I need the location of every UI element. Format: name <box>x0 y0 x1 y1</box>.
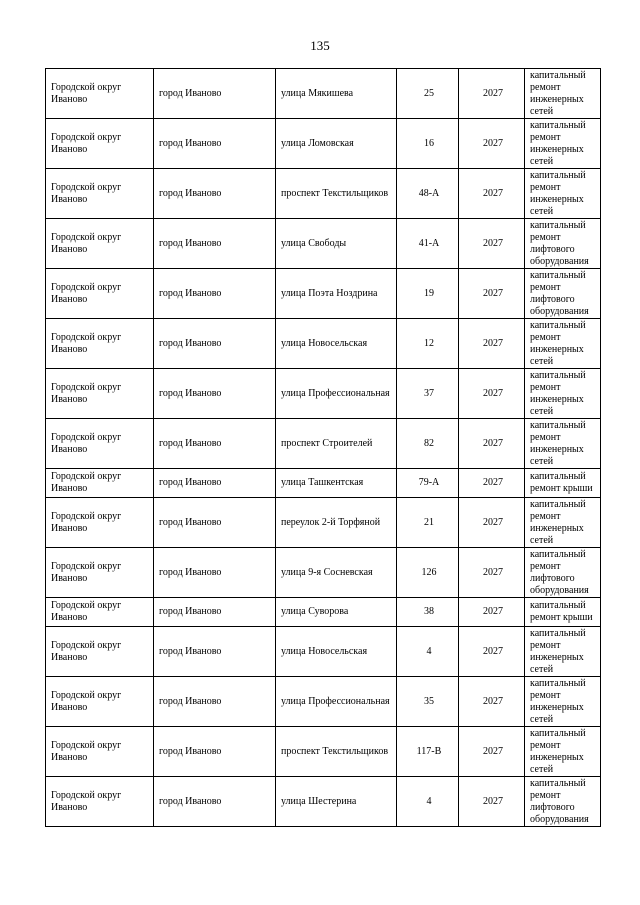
cell-work-type: капитальный ремонт инженерных сетей <box>525 369 601 419</box>
table-row <box>46 69 601 119</box>
cell-work-type: капитальный ремонт инженерных сетей <box>525 727 601 777</box>
cell-year: 2027 <box>459 119 525 169</box>
cell-settlement: город Иваново <box>154 727 276 777</box>
cell-settlement: город Иваново <box>154 498 276 548</box>
cell-year: 2027 <box>459 498 525 548</box>
cell-work-type: капитальный ремонт крыши <box>525 469 601 498</box>
cell-house-number: 82 <box>397 419 459 469</box>
table-row <box>46 219 601 269</box>
cell-settlement: город Иваново <box>154 269 276 319</box>
cell-municipal-district: Городской округ Иваново <box>46 598 154 627</box>
cell-year: 2027 <box>459 469 525 498</box>
cell-municipal-district: Городской округ Иваново <box>46 269 154 319</box>
cell-work-type: капитальный ремонт инженерных сетей <box>525 419 601 469</box>
cell-settlement: город Иваново <box>154 677 276 727</box>
cell-work-type: капитальный ремонт лифтового оборудования <box>525 548 601 598</box>
cell-year: 2027 <box>459 677 525 727</box>
cell-work-type: капитальный ремонт крыши <box>525 598 601 627</box>
register-body <box>46 69 601 827</box>
cell-settlement: город Иваново <box>154 419 276 469</box>
cell-street: проспект Текстильщиков <box>276 727 397 777</box>
cell-house-number: 12 <box>397 319 459 369</box>
cell-municipal-district: Городской округ Иваново <box>46 677 154 727</box>
cell-settlement: город Иваново <box>154 627 276 677</box>
cell-settlement: город Иваново <box>154 119 276 169</box>
table-row <box>46 677 601 727</box>
cell-street: улица 9-я Сосневская <box>276 548 397 598</box>
cell-year: 2027 <box>459 627 525 677</box>
cell-year: 2027 <box>459 69 525 119</box>
cell-house-number: 117-В <box>397 727 459 777</box>
cell-municipal-district: Городской округ Иваново <box>46 419 154 469</box>
cell-street: улица Мякишева <box>276 69 397 119</box>
cell-street: переулок 2-й Торфяной <box>276 498 397 548</box>
cell-street: проспект Текстильщиков <box>276 169 397 219</box>
cell-street: улица Профессиональная <box>276 677 397 727</box>
cell-street: улица Свободы <box>276 219 397 269</box>
cell-settlement: город Иваново <box>154 69 276 119</box>
cell-work-type: капитальный ремонт лифтового оборудования <box>525 777 601 827</box>
cell-street: проспект Строителей <box>276 419 397 469</box>
table-row <box>46 169 601 219</box>
cell-municipal-district: Городской округ Иваново <box>46 319 154 369</box>
cell-year: 2027 <box>459 169 525 219</box>
cell-street: улица Суворова <box>276 598 397 627</box>
table-row <box>46 777 601 827</box>
cell-municipal-district: Городской округ Иваново <box>46 369 154 419</box>
table-row <box>46 469 601 498</box>
cell-house-number: 4 <box>397 627 459 677</box>
cell-street: улица Новосельская <box>276 319 397 369</box>
cell-street: улица Шестерина <box>276 777 397 827</box>
cell-municipal-district: Городской округ Иваново <box>46 498 154 548</box>
cell-municipal-district: Городской округ Иваново <box>46 469 154 498</box>
cell-year: 2027 <box>459 598 525 627</box>
cell-year: 2027 <box>459 369 525 419</box>
table-row <box>46 319 601 369</box>
cell-house-number: 16 <box>397 119 459 169</box>
table-row <box>46 598 601 627</box>
cell-settlement: город Иваново <box>154 548 276 598</box>
cell-street: улица Новосельская <box>276 627 397 677</box>
cell-work-type: капитальный ремонт инженерных сетей <box>525 498 601 548</box>
table-row <box>46 369 601 419</box>
cell-house-number: 38 <box>397 598 459 627</box>
cell-house-number: 19 <box>397 269 459 319</box>
table-row <box>46 548 601 598</box>
register-table <box>45 68 601 827</box>
cell-settlement: город Иваново <box>154 319 276 369</box>
cell-house-number: 25 <box>397 69 459 119</box>
cell-work-type: капитальный ремонт лифтового оборудования <box>525 269 601 319</box>
cell-settlement: город Иваново <box>154 169 276 219</box>
cell-house-number: 35 <box>397 677 459 727</box>
cell-municipal-district: Городской округ Иваново <box>46 169 154 219</box>
cell-street: улица Ташкентская <box>276 469 397 498</box>
cell-year: 2027 <box>459 727 525 777</box>
cell-settlement: город Иваново <box>154 219 276 269</box>
table-row <box>46 119 601 169</box>
cell-municipal-district: Городской округ Иваново <box>46 219 154 269</box>
cell-work-type: капитальный ремонт инженерных сетей <box>525 319 601 369</box>
cell-year: 2027 <box>459 319 525 369</box>
cell-house-number: 48-А <box>397 169 459 219</box>
cell-house-number: 126 <box>397 548 459 598</box>
cell-street: улица Профессиональная <box>276 369 397 419</box>
cell-municipal-district: Городской округ Иваново <box>46 627 154 677</box>
cell-house-number: 79-А <box>397 469 459 498</box>
cell-settlement: город Иваново <box>154 469 276 498</box>
cell-work-type: капитальный ремонт инженерных сетей <box>525 169 601 219</box>
table-row <box>46 627 601 677</box>
table-row <box>46 419 601 469</box>
cell-settlement: город Иваново <box>154 777 276 827</box>
cell-street: улица Поэта Ноздрина <box>276 269 397 319</box>
cell-house-number: 4 <box>397 777 459 827</box>
cell-settlement: город Иваново <box>154 598 276 627</box>
cell-work-type: капитальный ремонт инженерных сетей <box>525 677 601 727</box>
cell-work-type: капитальный ремонт инженерных сетей <box>525 119 601 169</box>
cell-settlement: город Иваново <box>154 369 276 419</box>
cell-year: 2027 <box>459 777 525 827</box>
cell-street: улица Ломовская <box>276 119 397 169</box>
cell-year: 2027 <box>459 548 525 598</box>
cell-house-number: 37 <box>397 369 459 419</box>
cell-work-type: капитальный ремонт инженерных сетей <box>525 69 601 119</box>
cell-work-type: капитальный ремонт инженерных сетей <box>525 627 601 677</box>
cell-year: 2027 <box>459 269 525 319</box>
cell-municipal-district: Городской округ Иваново <box>46 69 154 119</box>
cell-work-type: капитальный ремонт лифтового оборудования <box>525 219 601 269</box>
cell-year: 2027 <box>459 419 525 469</box>
cell-municipal-district: Городской округ Иваново <box>46 548 154 598</box>
cell-municipal-district: Городской округ Иваново <box>46 777 154 827</box>
table-row <box>46 269 601 319</box>
page-number: 135 <box>310 38 330 53</box>
table-row <box>46 727 601 777</box>
cell-year: 2027 <box>459 219 525 269</box>
cell-municipal-district: Городской округ Иваново <box>46 119 154 169</box>
table-row <box>46 498 601 548</box>
cell-house-number: 21 <box>397 498 459 548</box>
cell-municipal-district: Городской округ Иваново <box>46 727 154 777</box>
cell-house-number: 41-А <box>397 219 459 269</box>
